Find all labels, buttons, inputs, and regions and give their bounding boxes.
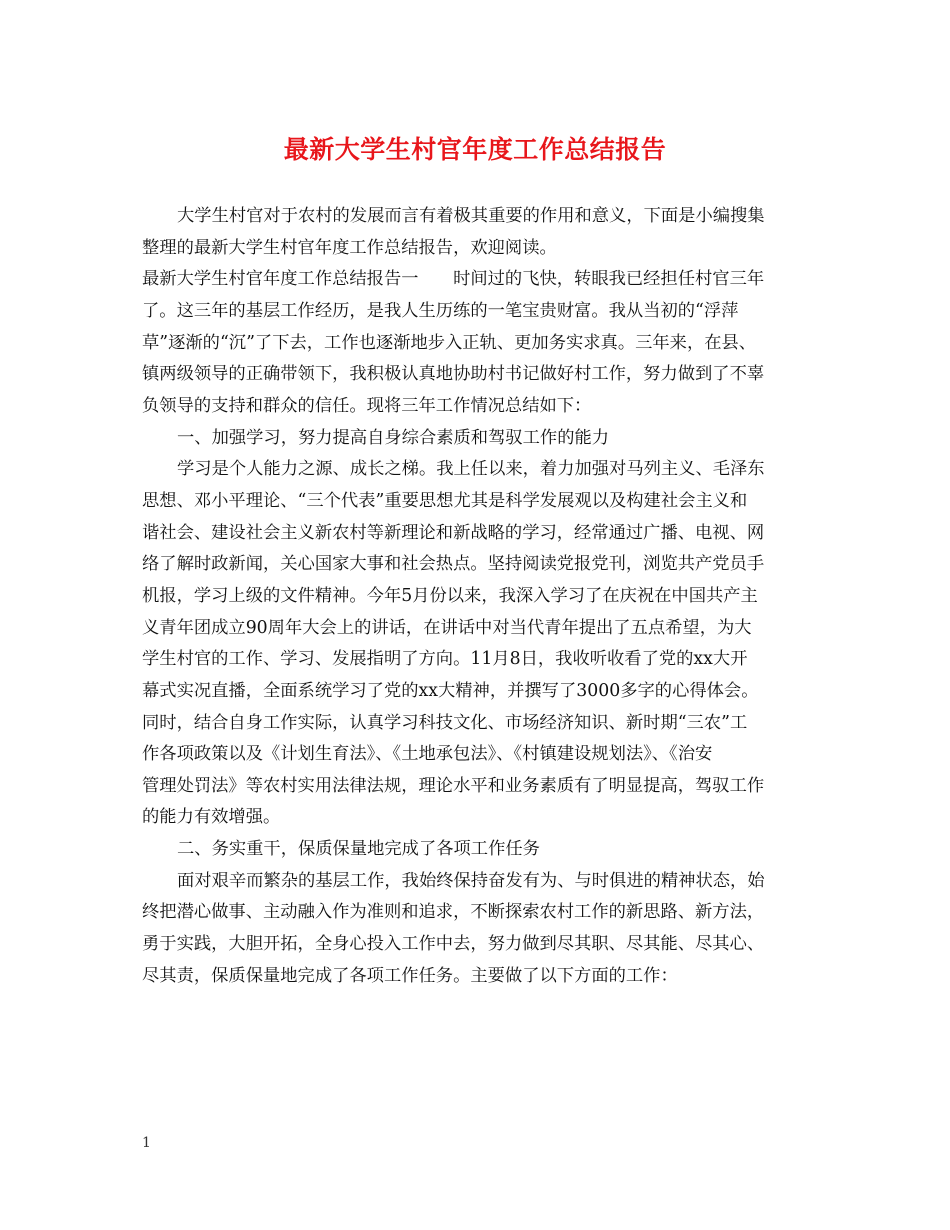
text-line: 思想、邓小平理论、“三个代表”重要思想尤其是科学发展观以及构建社会主义和: [142, 490, 748, 511]
section-heading: 二、务实重干，保质保量地完成了各项工作任务: [177, 839, 540, 860]
text-line: 管理处罚法》等农村实用法律法规，理论水平和业务素质有了明显提高，驾驭工作: [142, 775, 765, 796]
text-line: 幕式实况直播，全面系统学习了党的xx大精神，并撰写了3000多字的心得体会。: [142, 680, 759, 701]
text-line: 尽其责，保质保量地完成了各项工作任务。主要做了以下方面的工作：: [142, 965, 678, 986]
text-line: 草”逐渐的“沉”了下去，工作也逐渐地步入正轨、更加务实求真。三年来，在县、: [142, 332, 757, 353]
text-line: 负领导的支持和群众的信任。现将三年工作情况总结如下：: [142, 395, 592, 416]
text-line: 整理的最新大学生村官年度工作总结报告，欢迎阅读。: [142, 237, 557, 258]
document-title: 最新大学生村官年度工作总结报告: [283, 135, 667, 164]
text-line: 终把潜心做事、主动融入作为准则和追求，不断探索农村工作的新思路、新方法，: [142, 902, 765, 923]
document-body: [142, 201, 814, 992]
text-line: 了。这三年的基层工作经历，是我人生历练的一笔宝贵财富。我从当初的“浮萍: [142, 300, 739, 321]
text-line: 络了解时政新闻，关心国家大事和社会热点。坚持阅读党报党刊，浏览共产党员手: [142, 554, 765, 575]
text-line: 的能力有效增强。: [142, 807, 281, 828]
text-line: 学习是个人能力之源、成长之梯。我上任以来，着力加强对马列主义、毛泽东: [177, 459, 765, 480]
text-line: 谐社会、建设社会主义新农村等新理论和新战略的学习，经常通过广播、电视、网: [142, 522, 765, 543]
text-line: 学生村官的工作、学习、发展指明了方向。11月8日，我收听收看了党的xx大开: [142, 649, 748, 670]
text-line: 同时，结合自身工作实际，认真学习科技文化、市场经济知识、新时期“三农”工: [142, 712, 748, 733]
text-line: 勇于实践，大胆开拓，全身心投入工作中去，努力做到尽其职、尽其能、尽其心、: [142, 934, 765, 955]
text-line: 义青年团成立90周年大会上的讲话，在讲话中对当代青年提出了五点希望，为大: [142, 617, 752, 638]
text-line: 机报，学习上级的文件精神。今年5月份以来，我深入学习了在庆祝在中国共产主: [142, 585, 758, 606]
text-line: 作各项政策以及《计划生育法》、《土地承包法》、《村镇建设规划法》、《治安: [142, 744, 713, 765]
text-line: 面对艰辛而繁杂的基层工作，我始终保持奋发有为、与时俱进的精神状态，始: [177, 870, 765, 891]
text-line: 最新大学生村官年度工作总结报告一 时间过的飞快，转眼我已经担任村官三年: [142, 269, 765, 290]
page-number: 1: [142, 1135, 151, 1151]
text-line: 镇两级领导的正确带领下，我积极认真地协助村书记做好村工作，努力做到了不辜: [142, 364, 765, 385]
section-heading: 一、加强学习，努力提高自身综合素质和驾驭工作的能力: [177, 427, 610, 448]
text-line: 大学生村官对于农村的发展而言有着极其重要的作用和意义，下面是小编搜集: [177, 206, 765, 226]
